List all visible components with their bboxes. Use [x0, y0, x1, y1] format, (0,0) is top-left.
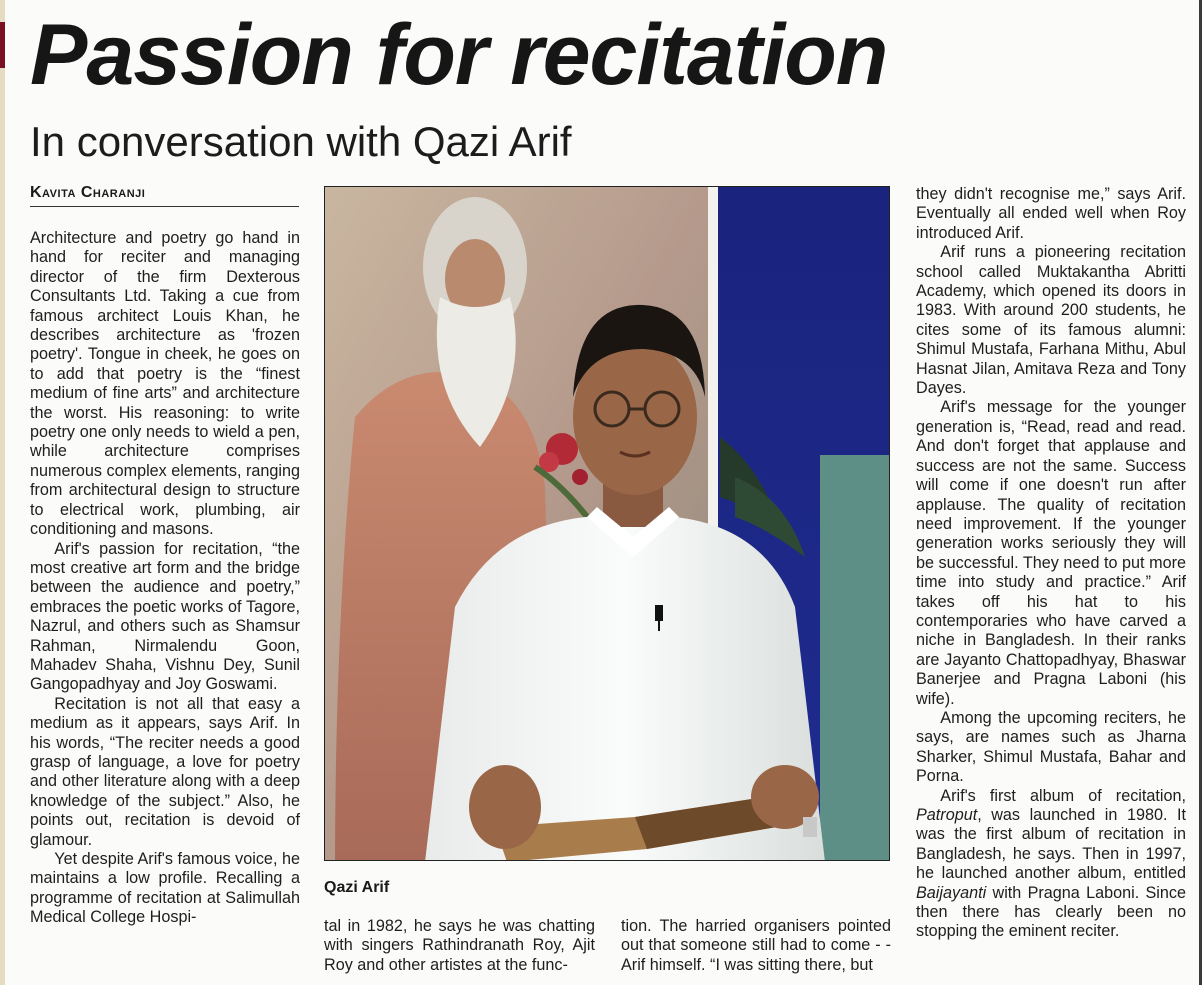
- text-run: , was launched in 1980. It was the first album of recitation in Bangladesh, he says. Then in 1997, he launched another album, entitled: [916, 806, 1186, 883]
- article-column-1: [30, 229, 300, 928]
- paragraph: Among the upcoming reciters, he says, are names such as Jharna Sharker, Shimul Mustafa, Bahar and Porna.: [916, 708, 1186, 786]
- paragraph: Arif runs a pioneering recitation school called Muktakantha Abritti Academy, which opened its doors in 1983. With around 200 students, he cites some of its famous alumni: Shimul Mustafa, Farhana Mithu, Abul Hasnat Jilan, Amitava Reza and Tony Dayes.: [916, 243, 1186, 398]
- paragraph: tal in 1982, he says he was chatting with singers Rathindranath Roy, Ajit Roy and other artistes at the func-: [324, 917, 595, 974]
- photo-caption: Qazi Arif: [324, 879, 390, 896]
- paragraph: Arif's passion for recitation, “the most creative art form and the bridge between the audience and poetry,” embraces the poetic works of Tagore, Nazrul, and others such as Shamsur Rahman, Nirmalendu Goon, Mahadev Shaha, Vishnu Dey, Sunil Gangopadhyay and Joy Goswami.: [30, 539, 300, 694]
- article-photo: [324, 186, 890, 861]
- subheadline: In conversation with Qazi Arif: [30, 118, 572, 165]
- article-column-2b: [621, 917, 891, 975]
- article-column-3: [916, 185, 1186, 942]
- paragraph: tion. The harried organisers pointed out that someone still had to come - - Arif himself. “I was sitting there, but: [621, 917, 891, 974]
- paragraph: Recitation is not all that easy a medium as it appears, says Arif. In his words, “The reciter needs a good grasp of language, a love for poetry and other literature along with a deep knowledge of the subject.” Also, he points out, recitation is devoid of glamour.: [30, 694, 300, 849]
- paragraph: Yet despite Arif's famous voice, he maintains a low profile. Recalling a programme of recitation at Salimullah Medical College Hospi-: [30, 850, 300, 927]
- text-run: Arif's first album of recitation,: [940, 786, 1186, 805]
- text-run: with Pragna Laboni. Since then there has clearly been no stopping the eminent reciter.: [916, 883, 1186, 941]
- album-title: Patroput: [916, 806, 978, 824]
- page-edge-strip: [0, 0, 5, 985]
- paragraph-album: [916, 787, 1186, 942]
- article-column-2a: [324, 917, 595, 975]
- album-title: Baijayanti: [916, 883, 987, 902]
- paragraph: Architecture and poetry go hand in hand for reciter and managing director of the firm Dexterous Consultants Ltd. Taking a cue from famous architect Louis Khan, he describes architecture as 'frozen poetry'. Tongue in cheek, he goes on to add that poetry is the “finest medium of fine arts” and architecture the worst. His reasoning: to write poetry one only needs to wield a pen, while architecture comprises numerous complex elements, ranging from architectural design to structure to electrical work, plumbing, air conditioning and masons.: [30, 229, 300, 539]
- headline: Passion for recitation: [30, 7, 888, 103]
- paragraph: they didn't recognise me,” says Arif. Eventually all ended well when Roy introduced Arif.: [916, 185, 1186, 242]
- accent-bar: [0, 22, 5, 68]
- paragraph: Arif's message for the younger generation is, “Read, read and read. And don't forget that applause and success are not the same. Success will come if one doesn't run after applause. The quality of recitation need improvement. If the younger generation works seriously they will be successful. They need to put more time into study and practice.” Arif takes off his hat to his contemporaries who have carved a niche in Bangladesh. In their ranks are Jayanto Chattopadhyay, Bhaswar Banerjee and Pragna Laboni (his wife).: [916, 398, 1186, 708]
- byline: Kavita Charanji: [30, 184, 299, 207]
